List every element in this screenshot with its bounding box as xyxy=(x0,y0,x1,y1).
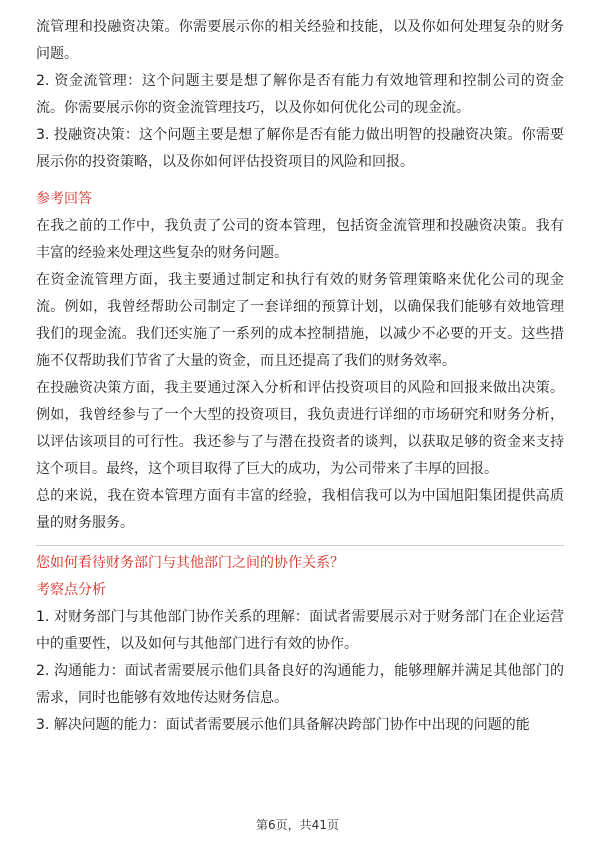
section-divider xyxy=(36,545,564,546)
paragraph: 流管理和投融资决策。你需要展示你的相关经验和技能，以及你如何处理复杂的财务问题。 xyxy=(36,19,564,62)
list-item: 1. 对财务部门与其他部门协作关系的理解：面试者需要展示对于财务部门在企业运营中的重要性，以及如何与其他部门进行有效的协作。 xyxy=(36,609,564,652)
document-page xyxy=(36,14,564,739)
paragraph: 总的来说，我在资本管理方面有丰富的经验，我相信我可以为中国旭阳集团提供高质量的财务服务。 xyxy=(36,488,564,531)
page-number: 第6页，共41页 xyxy=(256,818,339,832)
list-item: 2. 沟通能力：面试者需要展示他们具备良好的沟通能力，能够理解并满足其他部门的需求，同时也能够有效地传达财务信息。 xyxy=(36,663,564,706)
list-item: 3. 投融资决策：这个问题主要是想了解你是否有能力做出明智的投融资决策。你需要展示你的投资策略，以及你如何评估投资项目的风险和回报。 xyxy=(36,127,564,170)
analysis-heading: 考察点分析 xyxy=(36,582,106,598)
question-title: 您如何看待财务部门与其他部门之间的协作关系？ xyxy=(36,555,344,571)
list-item: 3. 解决问题的能力：面试者需要展示他们具备解决跨部门协作中出现的问题的能 xyxy=(36,717,530,733)
paragraph: 在资金流管理方面，我主要通过制定和执行有效的财务管理策略来优化公司的现金流。例如，我曾经帮助公司制定了一套详细的预算计划，以确保我们能够有效地管理我们的现金流。我们还实施了一系列的成本控制措施，以减少不必要的开支。这些措施不仅帮助我们节省了大量的资金，而且还提高了我们的财务效率。 xyxy=(36,272,564,369)
paragraph: 在投融资决策方面，我主要通过深入分析和评估投资项目的风险和回报来做出决策。例如，我曾经参与了一个大型的投资项目，我负责进行详细的市场研究和财务分析，以评估该项目的可行性。我还参与了与潜在投资者的谈判，以获取足够的资金来支持这个项目。最终，这个项目取得了巨大的成功，为公司带来了丰厚的回报。 xyxy=(36,380,564,477)
reference-answer-heading: 参考回答 xyxy=(36,191,92,207)
paragraph: 在我之前的工作中，我负责了公司的资本管理，包括资金流管理和投融资决策。我有丰富的经验来处理这些复杂的财务问题。 xyxy=(36,218,564,261)
list-item: 2. 资金流管理：这个问题主要是想了解你是否有能力有效地管理和控制公司的资金流。你需要展示你的资金流管理技巧，以及你如何优化公司的现金流。 xyxy=(36,73,564,116)
